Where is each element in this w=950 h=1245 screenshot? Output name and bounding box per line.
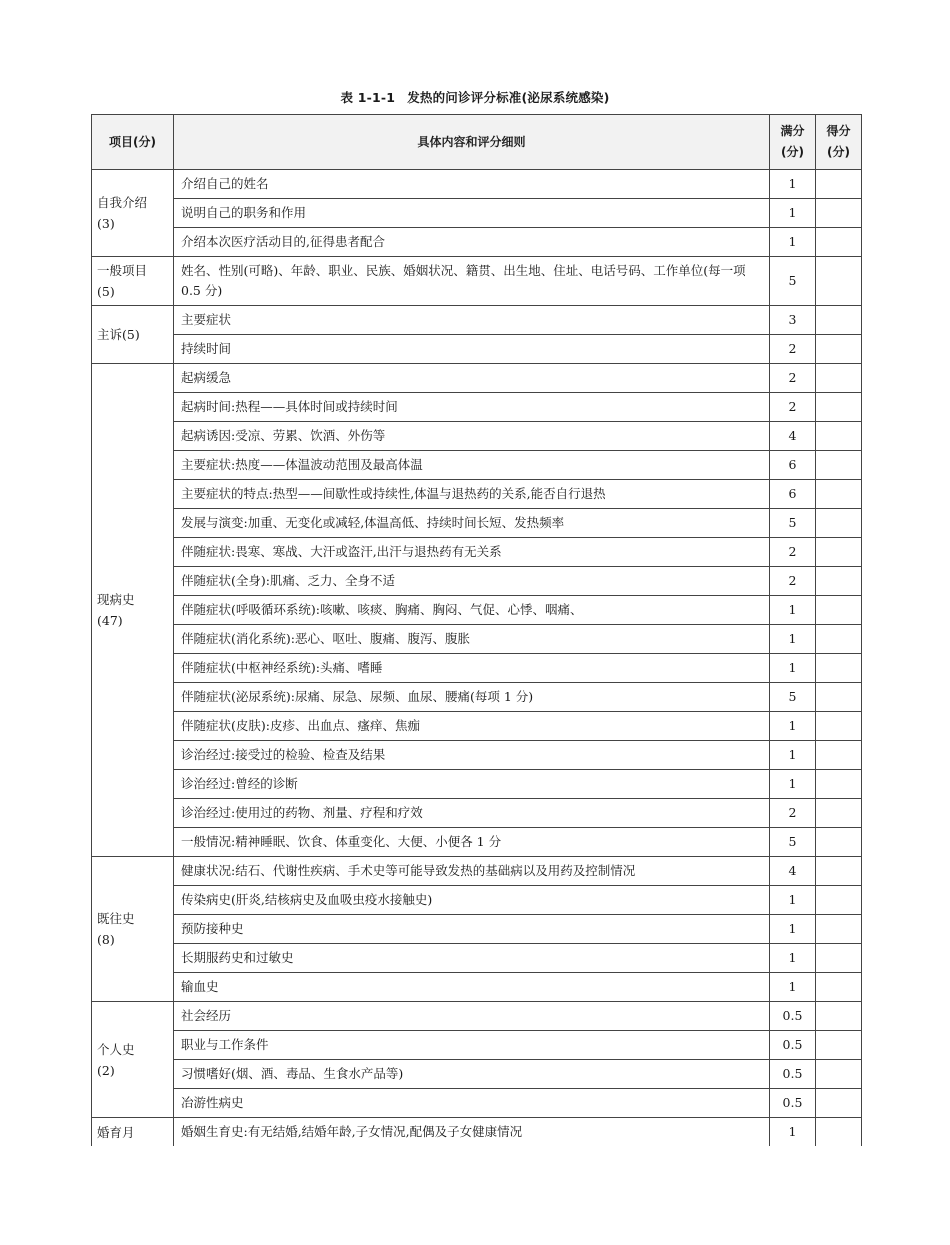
criteria-cell: 姓名、性别(可略)、年龄、职业、民族、婚姻状况、籍贯、出生地、住址、电话号码、工作单位(每一项 0.5 分) <box>174 257 770 306</box>
table-row <box>92 654 862 683</box>
full-score-cell: 1 <box>770 1118 816 1147</box>
full-score-cell: 1 <box>770 596 816 625</box>
criteria-cell: 诊治经过:曾经的诊断 <box>174 770 770 799</box>
criteria-cell: 预防接种史 <box>174 915 770 944</box>
obtained-score-cell[interactable] <box>816 857 862 886</box>
full-score-cell: 1 <box>770 712 816 741</box>
obtained-score-cell[interactable] <box>816 915 862 944</box>
category-cell <box>92 364 174 857</box>
full-score-cell: 6 <box>770 480 816 509</box>
full-score-cell: 2 <box>770 799 816 828</box>
table-row <box>92 596 862 625</box>
full-score-cell: 4 <box>770 857 816 886</box>
criteria-cell: 说明自己的职务和作用 <box>174 199 770 228</box>
category-name: 个人史 <box>97 1041 135 1057</box>
criteria-cell: 伴随症状(皮肤):皮疹、出血点、瘙痒、焦痂 <box>174 712 770 741</box>
criteria-cell: 诊治经过:接受过的检验、检查及结果 <box>174 741 770 770</box>
obtained-score-cell[interactable] <box>816 1002 862 1031</box>
full-score-cell: 1 <box>770 944 816 973</box>
category-cell <box>92 257 174 306</box>
table-row <box>92 538 862 567</box>
criteria-cell: 起病诱因:受凉、劳累、饮酒、外伤等 <box>174 422 770 451</box>
obtained-score-cell[interactable] <box>816 257 862 306</box>
header-full-score <box>770 115 816 170</box>
full-score-cell: 2 <box>770 567 816 596</box>
obtained-score-cell[interactable] <box>816 654 862 683</box>
full-score-cell: 1 <box>770 228 816 257</box>
table-row <box>92 886 862 915</box>
obtained-score-cell[interactable] <box>816 1060 862 1089</box>
obtained-score-cell[interactable] <box>816 712 862 741</box>
criteria-cell: 社会经历 <box>174 1002 770 1031</box>
category-points: (8) <box>97 932 115 947</box>
full-score-cell: 1 <box>770 199 816 228</box>
full-score-cell: 0.5 <box>770 1060 816 1089</box>
obtained-score-cell[interactable] <box>816 799 862 828</box>
table-row <box>92 364 862 393</box>
obtained-score-cell[interactable] <box>816 683 862 712</box>
full-score-cell: 1 <box>770 170 816 199</box>
obtained-score-cell[interactable] <box>816 973 862 1002</box>
full-score-cell: 5 <box>770 828 816 857</box>
category-name: 一般项目 <box>97 263 148 278</box>
obtained-score-cell[interactable] <box>816 364 862 393</box>
criteria-cell: 诊治经过:使用过的药物、剂量、疗程和疗效 <box>174 799 770 828</box>
full-score-cell: 5 <box>770 509 816 538</box>
table-number: 表 1-1-1 <box>340 90 396 105</box>
category-points: (3) <box>97 216 115 231</box>
table-row <box>92 828 862 857</box>
table-row <box>92 170 862 199</box>
table-row <box>92 915 862 944</box>
criteria-cell: 冶游性病史 <box>174 1089 770 1118</box>
category-name: 现病史 <box>97 592 135 607</box>
category-name: 既往史 <box>97 911 135 926</box>
header-item: 项目(分) <box>92 115 174 170</box>
full-score-cell: 6 <box>770 451 816 480</box>
table-caption <box>0 88 950 106</box>
header-obtained-score <box>816 115 862 170</box>
category-points: (2) <box>97 1062 115 1078</box>
criteria-cell: 一般情况:精神睡眠、饮食、体重变化、大便、小便各 1 分 <box>174 828 770 857</box>
criteria-cell: 长期服药史和过敏史 <box>174 944 770 973</box>
obtained-score-cell[interactable] <box>816 886 862 915</box>
criteria-cell: 介绍本次医疗活动目的,征得患者配合 <box>174 228 770 257</box>
obtained-score-cell[interactable] <box>816 1089 862 1118</box>
obtained-score-cell[interactable] <box>816 228 862 257</box>
table-row <box>92 422 862 451</box>
full-score-cell: 0.5 <box>770 1031 816 1060</box>
table-row <box>92 480 862 509</box>
table-row <box>92 1060 862 1089</box>
header-content: 具体内容和评分细则 <box>174 115 770 170</box>
obtained-score-cell[interactable] <box>816 770 862 799</box>
full-score-cell: 1 <box>770 915 816 944</box>
criteria-cell: 主要症状的特点:热型——间歇性或持续性,体温与退热药的关系,能否自行退热 <box>174 480 770 509</box>
obtained-score-cell[interactable] <box>816 1031 862 1060</box>
criteria-cell: 伴随症状:畏寒、寒战、大汗或盗汗,出汗与退热药有无关系 <box>174 538 770 567</box>
full-score-cell: 1 <box>770 886 816 915</box>
table-row <box>92 973 862 1002</box>
category-cell <box>92 1118 174 1147</box>
criteria-cell: 婚姻生育史:有无结婚,结婚年龄,子女情况,配偶及子女健康情况 <box>174 1118 770 1147</box>
category-cell <box>92 857 174 1002</box>
criteria-cell: 起病缓急 <box>174 364 770 393</box>
criteria-cell: 持续时间 <box>174 335 770 364</box>
table-row <box>92 857 862 886</box>
category-points: (47) <box>97 613 123 628</box>
obtained-score-cell[interactable] <box>816 199 862 228</box>
criteria-cell: 发展与演变:加重、无变化或减轻,体温高低、持续时间长短、发热频率 <box>174 509 770 538</box>
criteria-cell: 健康状况:结石、代谢性疾病、手术史等可能导致发热的基础病以及用药及控制情况 <box>174 857 770 886</box>
obtained-score-cell[interactable] <box>816 509 862 538</box>
criteria-cell: 伴随症状(消化系统):恶心、呕吐、腹痛、腹泻、腹胀 <box>174 625 770 654</box>
table-row <box>92 712 862 741</box>
full-score-cell: 0.5 <box>770 1002 816 1031</box>
criteria-cell: 习惯嗜好(烟、酒、毒品、生食水产品等) <box>174 1060 770 1089</box>
table-row <box>92 770 862 799</box>
header-full-score-line2: (分) <box>781 145 804 159</box>
full-score-cell: 2 <box>770 364 816 393</box>
criteria-cell: 起病时间:热程——具体时间或持续时间 <box>174 393 770 422</box>
table-row <box>92 625 862 654</box>
full-score-cell: 0.5 <box>770 1089 816 1118</box>
obtained-score-cell[interactable] <box>816 170 862 199</box>
obtained-score-cell[interactable] <box>816 306 862 335</box>
full-score-cell: 1 <box>770 770 816 799</box>
category-cell <box>92 1002 174 1118</box>
obtained-score-cell[interactable] <box>816 451 862 480</box>
category-cell <box>92 170 174 257</box>
table-title: 发热的问诊评分标准(泌尿系统感染) <box>407 90 610 105</box>
obtained-score-cell[interactable] <box>816 480 862 509</box>
full-score-cell: 3 <box>770 306 816 335</box>
obtained-score-cell[interactable] <box>816 422 862 451</box>
obtained-score-cell[interactable] <box>816 1118 862 1147</box>
category-cell <box>92 306 174 364</box>
table-row <box>92 199 862 228</box>
table-row <box>92 741 862 770</box>
table-row <box>92 257 862 306</box>
criteria-cell: 伴随症状(泌尿系统):尿痛、尿急、尿频、血尿、腰痛(每项 1 分) <box>174 683 770 712</box>
table-row <box>92 1031 862 1060</box>
category-name: 自我介绍 <box>97 195 148 210</box>
table-row <box>92 228 862 257</box>
criteria-cell: 伴随症状(中枢神经系统):头痛、嗜睡 <box>174 654 770 683</box>
header-obtained-score-line2: (分) <box>827 145 850 159</box>
table-row <box>92 1118 862 1147</box>
category-name: 婚育月 <box>97 1124 135 1140</box>
header-row <box>92 115 862 170</box>
obtained-score-cell[interactable] <box>816 393 862 422</box>
obtained-score-cell[interactable] <box>816 567 862 596</box>
table-row <box>92 1089 862 1118</box>
obtained-score-cell[interactable] <box>816 538 862 567</box>
full-score-cell: 4 <box>770 422 816 451</box>
criteria-cell: 主要症状:热度——体温波动范围及最高体温 <box>174 451 770 480</box>
criteria-cell: 职业与工作条件 <box>174 1031 770 1060</box>
full-score-cell: 5 <box>770 257 816 306</box>
table-row <box>92 1002 862 1031</box>
obtained-score-cell[interactable] <box>816 625 862 654</box>
table-row <box>92 509 862 538</box>
obtained-score-cell[interactable] <box>816 944 862 973</box>
table-body <box>92 170 862 1147</box>
table-row <box>92 799 862 828</box>
table-row <box>92 335 862 364</box>
full-score-cell: 2 <box>770 393 816 422</box>
obtained-score-cell[interactable] <box>816 741 862 770</box>
full-score-cell: 2 <box>770 335 816 364</box>
criteria-cell: 伴随症状(全身):肌痛、乏力、全身不适 <box>174 567 770 596</box>
criteria-cell: 介绍自己的姓名 <box>174 170 770 199</box>
full-score-cell: 1 <box>770 654 816 683</box>
full-score-cell: 1 <box>770 625 816 654</box>
full-score-cell: 2 <box>770 538 816 567</box>
category-name: 主诉(5) <box>97 327 140 342</box>
obtained-score-cell[interactable] <box>816 596 862 625</box>
criteria-cell: 传染病史(肝炎,结核病史及血吸虫疫水接触史) <box>174 886 770 915</box>
full-score-cell: 1 <box>770 741 816 770</box>
category-points: (5) <box>97 284 115 299</box>
criteria-cell: 输血史 <box>174 973 770 1002</box>
full-score-cell: 1 <box>770 973 816 1002</box>
scoring-table <box>91 114 862 1146</box>
obtained-score-cell[interactable] <box>816 828 862 857</box>
table-row <box>92 451 862 480</box>
criteria-cell: 主要症状 <box>174 306 770 335</box>
obtained-score-cell[interactable] <box>816 335 862 364</box>
table-row <box>92 944 862 973</box>
full-score-cell: 5 <box>770 683 816 712</box>
header-obtained-score-line1: 得分 <box>826 124 851 138</box>
table-row <box>92 683 862 712</box>
table-row <box>92 567 862 596</box>
criteria-cell: 伴随症状(呼吸循环系统):咳嗽、咳痰、胸痛、胸闷、气促、心悸、咽痛、 <box>174 596 770 625</box>
table-row <box>92 393 862 422</box>
header-full-score-line1: 满分 <box>780 124 805 138</box>
table-row <box>92 306 862 335</box>
